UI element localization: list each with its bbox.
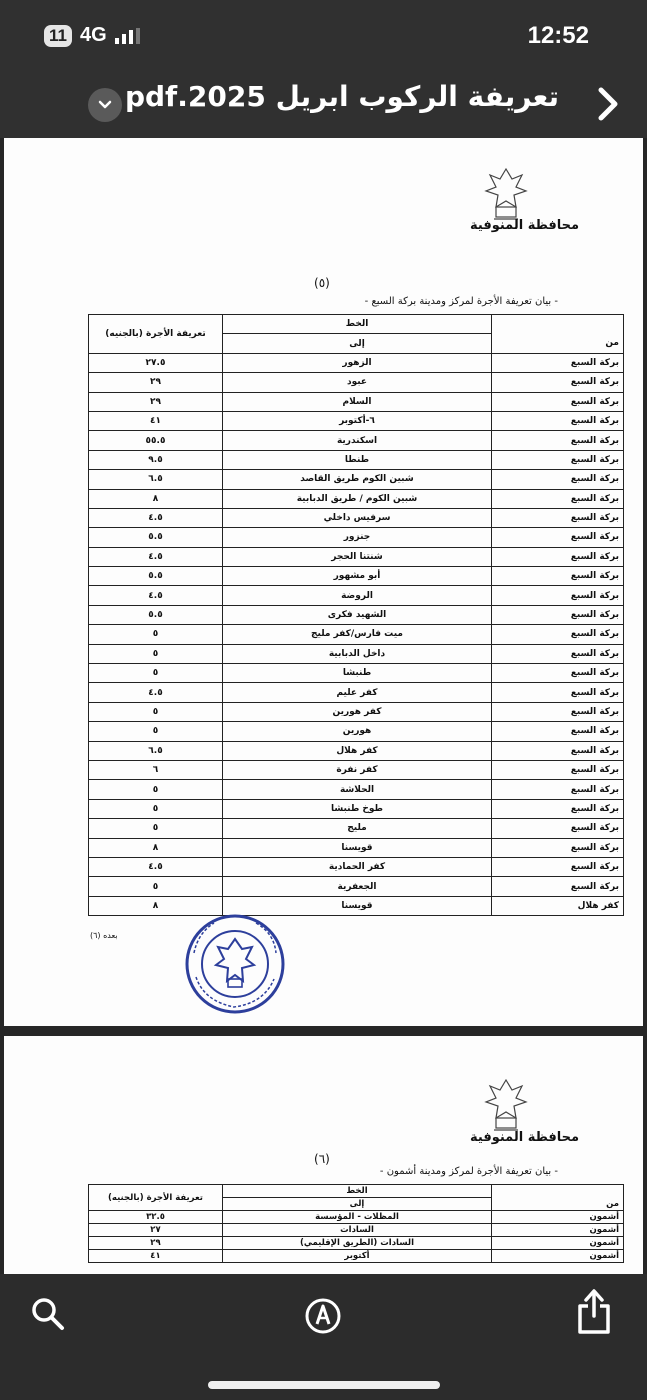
row-from-cell: بركة السبع: [492, 567, 624, 586]
row-to-cell: قويسنا: [223, 838, 492, 857]
table-row: [89, 1250, 624, 1263]
table-row: [89, 411, 624, 430]
page-number: (٥): [314, 276, 330, 290]
row-fare-cell: ٣٢.٥: [89, 1211, 223, 1224]
table-row: [89, 605, 624, 624]
row-fare-cell: ٤.٥: [89, 508, 223, 527]
signal-icon: [115, 28, 140, 44]
table-row: [89, 547, 624, 566]
row-from-cell: بركة السبع: [492, 644, 624, 663]
row-from-cell: بركة السبع: [492, 373, 624, 392]
fare-table: [88, 314, 624, 916]
row-from-cell: أشمون: [492, 1250, 624, 1263]
row-fare-cell: ٥٥.٥: [89, 431, 223, 450]
row-to-cell: شبين الكوم طريق القاصد: [223, 470, 492, 489]
row-to-cell: المظلات - المؤسسة: [223, 1211, 492, 1224]
chevron-left-icon[interactable]: [591, 84, 627, 124]
header-from: من: [492, 1198, 624, 1211]
row-fare-cell: ٢٩: [89, 392, 223, 411]
row-to-cell: الزهور: [223, 353, 492, 372]
pdf-page-1[interactable]: [4, 138, 643, 1026]
table-caption: - بيان تعريفة الأجرة لمركز ومدينة أشمون -: [379, 1166, 558, 1177]
table-row: [89, 353, 624, 372]
row-from-cell: بركة السبع: [492, 528, 624, 547]
table-row: [89, 489, 624, 508]
row-from-cell: بركة السبع: [492, 547, 624, 566]
row-fare-cell: ٥: [89, 644, 223, 663]
row-from-cell: بركة السبع: [492, 741, 624, 760]
status-time: 12:52: [527, 22, 589, 49]
row-to-cell: الجعفرية: [223, 877, 492, 896]
row-to-cell: أبو مشهور: [223, 567, 492, 586]
share-icon[interactable]: [575, 1288, 613, 1336]
row-fare-cell: ٤.٥: [89, 683, 223, 702]
row-to-cell: أكتوبر: [223, 1250, 492, 1263]
row-from-cell: بركة السبع: [492, 799, 624, 818]
row-to-cell: هورين: [223, 722, 492, 741]
row-fare-cell: ٤.٥: [89, 547, 223, 566]
status-bar: [0, 0, 647, 70]
row-from-cell: بركة السبع: [492, 392, 624, 411]
row-from-cell: بركة السبع: [492, 877, 624, 896]
table-row: [89, 819, 624, 838]
row-from-cell: كفر هلال: [492, 896, 624, 915]
row-fare-cell: ٤١: [89, 411, 223, 430]
row-fare-cell: ٥: [89, 799, 223, 818]
row-from-cell: بركة السبع: [492, 702, 624, 721]
header-line: الخط: [223, 1185, 492, 1198]
table-row: [89, 508, 624, 527]
row-fare-cell: ٨: [89, 896, 223, 915]
header-to: إلى: [223, 334, 492, 353]
row-fare-cell: ٥: [89, 702, 223, 721]
row-to-cell: جنزور: [223, 528, 492, 547]
row-from-cell: بركة السبع: [492, 450, 624, 469]
governorate-emblem-icon: [482, 1076, 530, 1136]
row-to-cell: داخل الدبابية: [223, 644, 492, 663]
row-to-cell: طوخ طنبشا: [223, 799, 492, 818]
row-from-cell: بركة السبع: [492, 857, 624, 876]
row-from-cell: بركة السبع: [492, 819, 624, 838]
fare-table: [88, 1184, 624, 1263]
row-fare-cell: ٥: [89, 819, 223, 838]
table-row: [89, 567, 624, 586]
row-fare-cell: ٥: [89, 780, 223, 799]
table-row: [89, 586, 624, 605]
row-from-cell: بركة السبع: [492, 353, 624, 372]
page-number: (٦): [314, 1152, 330, 1166]
row-from-cell: بركة السبع: [492, 605, 624, 624]
document-title: تعريفة الركوب ابريل 2025.pdf: [124, 80, 559, 113]
row-to-cell: اسكندرية: [223, 431, 492, 450]
row-fare-cell: ٢٧.٥: [89, 353, 223, 372]
table-row: [89, 625, 624, 644]
row-to-cell: كفر هلال: [223, 741, 492, 760]
row-from-cell: أشمون: [492, 1211, 624, 1224]
header-line: الخط: [223, 315, 492, 334]
row-to-cell: الروضة: [223, 586, 492, 605]
row-to-cell: السلام: [223, 392, 492, 411]
table-row: [89, 664, 624, 683]
table-row: [89, 702, 624, 721]
row-from-cell: بركة السبع: [492, 838, 624, 857]
row-to-cell: شبين الكوم / طريق الدبابية: [223, 489, 492, 508]
row-to-cell: طنطا: [223, 450, 492, 469]
row-fare-cell: ٥: [89, 664, 223, 683]
page-footnote: بعده (٦): [90, 931, 118, 940]
row-fare-cell: ٥: [89, 722, 223, 741]
row-to-cell: سرفيس داخلي: [223, 508, 492, 527]
row-to-cell: مليج: [223, 819, 492, 838]
row-from-cell: بركة السبع: [492, 760, 624, 779]
row-fare-cell: ٢٩: [89, 373, 223, 392]
row-fare-cell: ٤١: [89, 1250, 223, 1263]
header-fare: تعريفة الأجرة (بالجنيه): [89, 315, 223, 354]
row-fare-cell: ٢٧: [89, 1224, 223, 1237]
row-fare-cell: ٦: [89, 760, 223, 779]
row-from-cell: بركة السبع: [492, 780, 624, 799]
table-caption: - بيان تعريفة الأجرة لمركز ومدينة بركة السبع -: [364, 296, 558, 307]
row-from-cell: بركة السبع: [492, 586, 624, 605]
fare-table-body: [89, 353, 624, 915]
governorate-name: محافظة المنوفية: [470, 1130, 580, 1145]
status-left: [44, 24, 140, 47]
row-from-cell: بركة السبع: [492, 431, 624, 450]
pdf-page-2[interactable]: [4, 1036, 643, 1274]
fare-table-body: [89, 1211, 624, 1263]
row-to-cell: الشهيد فكرى: [223, 605, 492, 624]
row-to-cell: كفر هورين: [223, 702, 492, 721]
header-to: إلى: [223, 1198, 492, 1211]
row-fare-cell: ٥.٥: [89, 567, 223, 586]
table-row: [89, 683, 624, 702]
row-fare-cell: ٥.٥: [89, 605, 223, 624]
row-from-cell: أشمون: [492, 1237, 624, 1250]
row-to-cell: ٦-أكتوبر: [223, 411, 492, 430]
table-row: [89, 722, 624, 741]
table-row: [89, 644, 624, 663]
markup-pen-icon[interactable]: [303, 1296, 343, 1336]
row-to-cell: ميت فارس/كفر مليج: [223, 625, 492, 644]
header-from: من: [492, 334, 624, 353]
row-to-cell: عبود: [223, 373, 492, 392]
row-from-cell: بركة السبع: [492, 625, 624, 644]
row-fare-cell: ٥: [89, 625, 223, 644]
table-row: [89, 1211, 624, 1224]
row-to-cell: السادات: [223, 1224, 492, 1237]
table-row: [89, 431, 624, 450]
table-row: [89, 528, 624, 547]
title-bar: [0, 70, 647, 138]
battery-indicator: 11: [44, 25, 72, 47]
row-from-cell: بركة السبع: [492, 664, 624, 683]
row-fare-cell: ٥: [89, 877, 223, 896]
title-dropdown-button[interactable]: [88, 88, 122, 122]
chevron-down-icon: [98, 100, 112, 110]
row-to-cell: كفر نفرة: [223, 760, 492, 779]
table-row: [89, 896, 624, 915]
row-fare-cell: ٤.٥: [89, 586, 223, 605]
governorate-name: محافظة المنوفية: [470, 218, 580, 233]
row-to-cell: كفر الحمادية: [223, 857, 492, 876]
row-fare-cell: ٥.٥: [89, 528, 223, 547]
row-fare-cell: ٦.٥: [89, 470, 223, 489]
search-icon[interactable]: [30, 1296, 66, 1332]
table-row: [89, 741, 624, 760]
row-to-cell: طنبشا: [223, 664, 492, 683]
row-fare-cell: ٨: [89, 489, 223, 508]
row-from-cell: بركة السبع: [492, 722, 624, 741]
row-from-cell: بركة السبع: [492, 489, 624, 508]
network-label: 4G: [79, 24, 107, 46]
row-fare-cell: ٨: [89, 838, 223, 857]
row-from-cell: بركة السبع: [492, 508, 624, 527]
table-row: [89, 760, 624, 779]
row-fare-cell: ٦.٥: [89, 741, 223, 760]
table-row: [89, 1224, 624, 1237]
row-to-cell: السادات (الطريق الإقليمي): [223, 1237, 492, 1250]
table-row: [89, 1237, 624, 1250]
table-row: [89, 470, 624, 489]
table-row: [89, 838, 624, 857]
table-row: [89, 780, 624, 799]
row-fare-cell: ٢٩: [89, 1237, 223, 1250]
row-to-cell: قويسنا: [223, 896, 492, 915]
row-to-cell: الحلاشة: [223, 780, 492, 799]
row-from-cell: بركة السبع: [492, 411, 624, 430]
row-from-cell: بركة السبع: [492, 683, 624, 702]
table-row: [89, 799, 624, 818]
row-fare-cell: ٩.٥: [89, 450, 223, 469]
table-row: [89, 450, 624, 469]
official-seal-icon: [184, 913, 286, 1015]
row-fare-cell: ٤.٥: [89, 857, 223, 876]
table-row: [89, 392, 624, 411]
row-from-cell: أشمون: [492, 1224, 624, 1237]
row-to-cell: شنتنا الحجر: [223, 547, 492, 566]
header-fare: تعريفة الأجرة (بالجنيه): [89, 1185, 223, 1211]
governorate-emblem-icon: [482, 165, 530, 225]
table-row: [89, 877, 624, 896]
home-indicator[interactable]: [208, 1381, 440, 1389]
table-row: [89, 373, 624, 392]
table-row: [89, 857, 624, 876]
row-from-cell: بركة السبع: [492, 470, 624, 489]
row-to-cell: كفر عليم: [223, 683, 492, 702]
